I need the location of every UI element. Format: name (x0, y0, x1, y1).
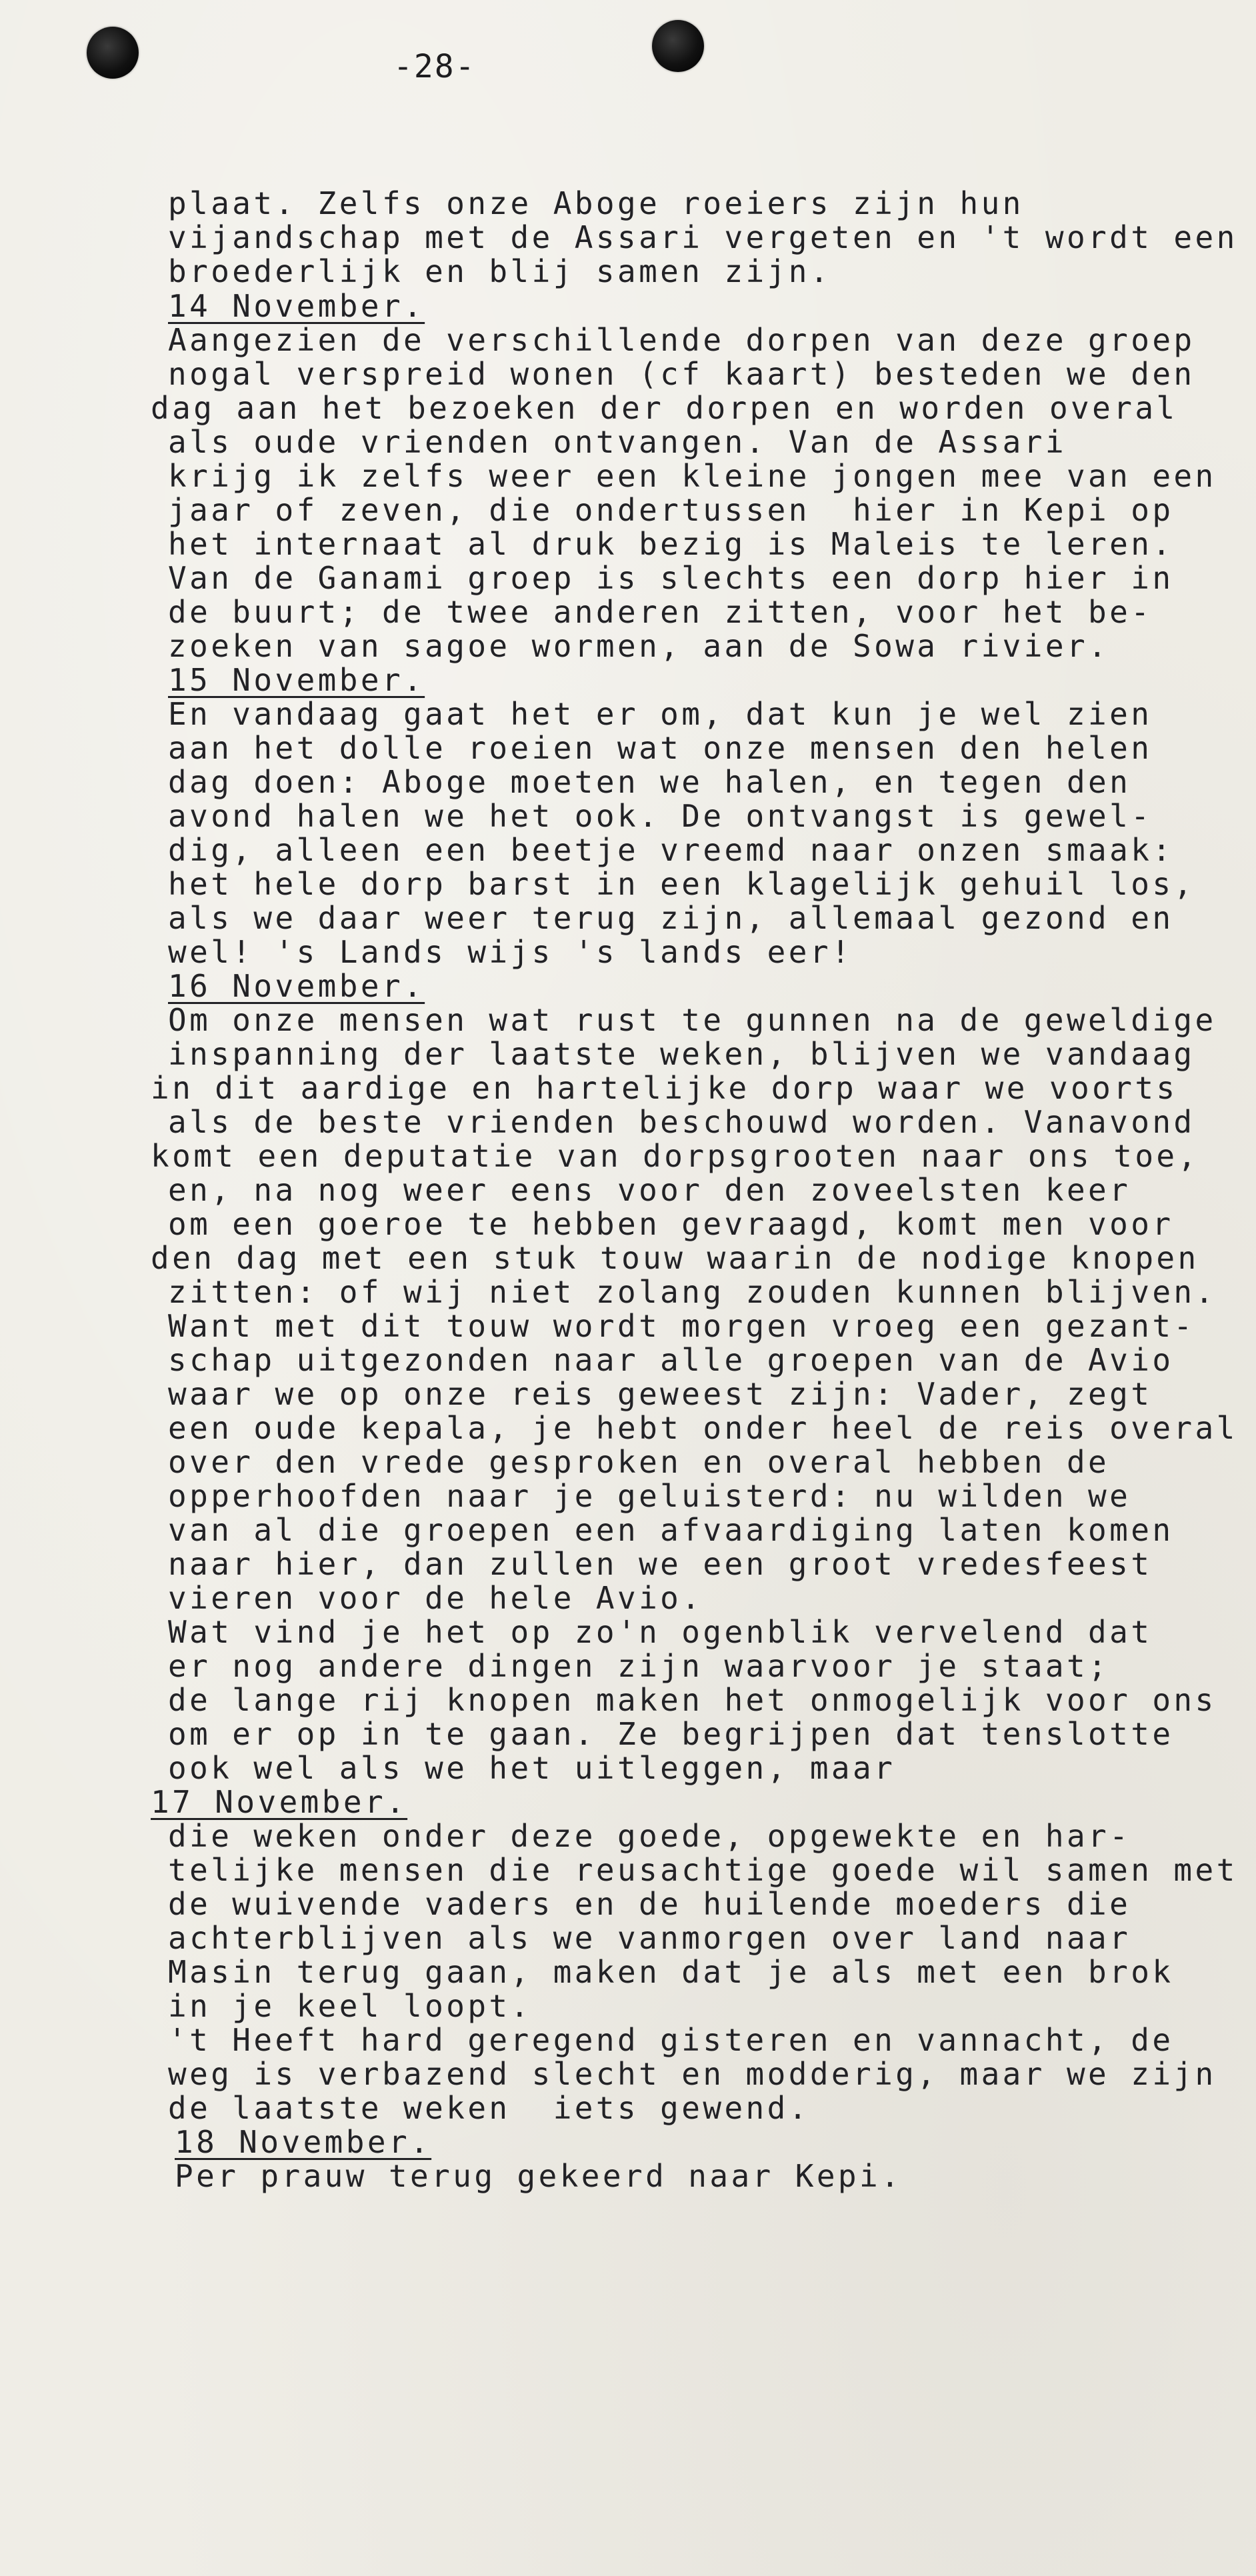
text-line: weg is verbazend slecht en modderig, maar we zijn (168, 2056, 1217, 2092)
text-line: zoeken van sagoe wormen, aan de Sowa rivier. (168, 628, 1110, 664)
text-line: Van de Ganami groep is slechts een dorp hier in (168, 560, 1174, 596)
text-line: telijke mensen die reusachtige goede wil samen met (168, 1852, 1238, 1888)
punch-hole-right (652, 20, 704, 72)
text-line: van al die groepen een afvaardiging laten komen (168, 1512, 1174, 1548)
text-line: Aangezien de verschillende dorpen van deze groep (168, 322, 1195, 358)
text-line: avond halen we het ook. De ontvangst is gewel- (168, 798, 1153, 834)
date-heading: 18 November. (175, 2124, 432, 2160)
text-line: opperhoofden naar je geluisterd: nu wilden we (168, 1478, 1131, 1514)
text-line: waar we op onze reis geweest zijn: Vader, zegt (168, 1376, 1153, 1412)
text-line: en, na nog weer eens voor den zoveelsten keer (168, 1172, 1131, 1208)
text-line: dag aan het bezoeken der dorpen en worden overal (151, 390, 1178, 426)
punch-hole-left (87, 27, 139, 79)
text-line: in je keel loopt. (168, 1988, 532, 2024)
text-line: als oude vrienden ontvangen. Van de Assari (168, 424, 1067, 460)
date-heading: 17 November. (151, 1784, 408, 1820)
text-line: de laatste weken iets gewend. (168, 2090, 810, 2126)
text-line: En vandaag gaat het er om, dat kun je wel zien (168, 696, 1153, 732)
text-line: Om onze mensen wat rust te gunnen na de geweldige (168, 1002, 1217, 1038)
date-heading: 15 November. (168, 662, 425, 698)
text-line: om er op in te gaan. Ze begrijpen dat tenslotte (168, 1716, 1174, 1752)
text-line: Per prauw terug gekeerd naar Kepi. (175, 2158, 903, 2194)
text-line: dig, alleen een beetje vreemd naar onzen smaak: (168, 832, 1174, 868)
text-line: aan het dolle roeien wat onze mensen den helen (168, 730, 1153, 766)
text-line: ook wel als we het uitleggen, maar (168, 1750, 896, 1786)
text-line: een oude kepala, je hebt onder heel de reis overal (168, 1410, 1238, 1446)
text-line: over den vrede gesproken en overal hebben de (168, 1444, 1110, 1480)
text-line: die weken onder deze goede, opgewekte en har- (168, 1818, 1131, 1854)
text-line: als we daar weer terug zijn, allemaal gezond en (168, 900, 1174, 936)
date-heading: 16 November. (168, 968, 425, 1004)
text-line: schap uitgezonden naar alle groepen van de Avio (168, 1342, 1174, 1378)
text-line: in dit aardige en hartelijke dorp waar we voorts (151, 1070, 1178, 1106)
text-line: krijg ik zelfs weer een kleine jongen mee van een (168, 458, 1217, 494)
text-line: Want met dit touw wordt morgen vroeg een gezant- (168, 1308, 1195, 1344)
text-line: broederlijk en blij samen zijn. (168, 253, 831, 289)
text-line: zitten: of wij niet zolang zouden kunnen blijven. (168, 1274, 1217, 1310)
text-line: als de beste vrienden beschouwd worden. Vanavond (168, 1104, 1195, 1140)
text-line: achterblijven als we vanmorgen over land naar (168, 1920, 1131, 1956)
text-line: nogal verspreid wonen (cf kaart) besteden we den (168, 356, 1195, 392)
text-line: de wuivende vaders en de huilende moeders die (168, 1886, 1131, 1922)
text-line: den dag met een stuk touw waarin de nodige knopen (151, 1240, 1199, 1276)
text-line: wel! 's Lands wijs 's lands eer! (168, 934, 853, 970)
text-line: het hele dorp barst in een klagelijk gehuil los, (168, 866, 1195, 902)
text-line: 't Heeft hard geregend gisteren en vannacht, de (168, 2022, 1174, 2058)
text-line: vieren voor de hele Avio. (168, 1580, 703, 1616)
text-line: komt een deputatie van dorpsgrooten naar ons toe, (151, 1138, 1199, 1174)
text-line: om een goeroe te hebben gevraagd, komt men voor (168, 1206, 1174, 1242)
text-line: Masin terug gaan, maken dat je als met een brok (168, 1954, 1174, 1990)
text-line: dag doen: Aboge moeten we halen, en tegen den (168, 764, 1131, 800)
date-heading: 14 November. (168, 288, 425, 324)
text-line: naar hier, dan zullen we een groot vredesfeest (168, 1546, 1153, 1582)
text-line: plaat. Zelfs onze Aboge roeiers zijn hun (168, 185, 1024, 221)
text-line: de lange rij knopen maken het onmogelijk voor ons (168, 1682, 1217, 1718)
text-line: Wat vind je het op zo'n ogenblik vervelend dat (168, 1614, 1153, 1650)
text-line: vijandschap met de Assari vergeten en 't wordt een (168, 219, 1238, 255)
text-line: jaar of zeven, die ondertussen hier in Kepi op (168, 492, 1174, 528)
text-line: er nog andere dingen zijn waarvoor je staat; (168, 1648, 1110, 1684)
text-line: inspanning der laatste weken, blijven we vandaag (168, 1036, 1195, 1072)
page-number: -28- (393, 48, 476, 85)
text-line: het internaat al druk bezig is Maleis te leren. (168, 526, 1174, 562)
text-line: de buurt; de twee anderen zitten, voor het be- (168, 594, 1153, 630)
